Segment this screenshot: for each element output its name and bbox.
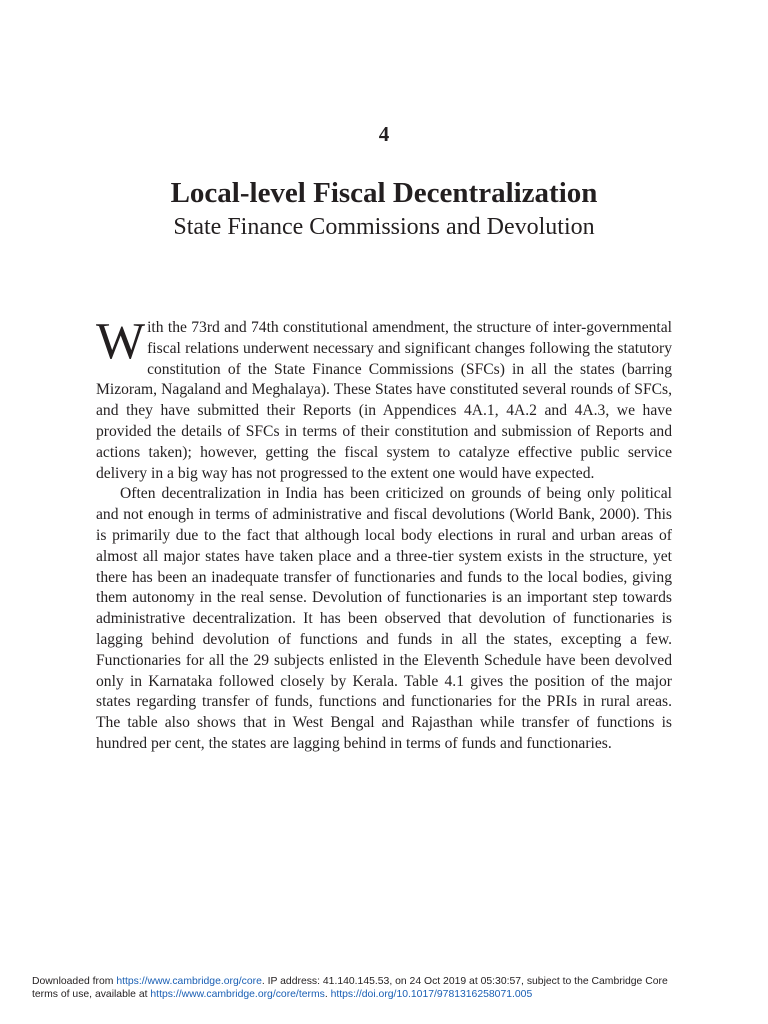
drop-cap: W: [96, 313, 146, 370]
footer-separator: .: [324, 989, 331, 1000]
chapter-subtitle: State Finance Commissions and Devolution: [173, 214, 595, 240]
paragraph-1-text: ith the 73rd and 74th constitutional amendment, the structure of inter-governmental fiscal relations underwent necessary and significant changes following the statutory constitution of the State Finance Commissions (SFCs) in all the states (barring Mizoram, Nagaland and Meghalaya). These States have constituted several rounds of SFCs, and they have submitted their Reports (in Appendices 4A.1, 4A.2 and 4A.3, we have provided the details of SFCs in terms of their constitution and submission of Reports and actions taken); however, getting the fiscal system to catalyze effective public service delivery in a big way has not progressed to the extent one would have expected.: [96, 319, 672, 482]
doi-link[interactable]: https://doi.org/10.1017/9781316258071.005: [330, 989, 533, 1000]
download-footer: [32, 975, 752, 1001]
footer-ip-text: . IP address: 41.140.145.53, on 24 Oct 2019 at 05:30:57, subject to the Cambridge Core: [261, 976, 668, 987]
chapter-title: Local-level Fiscal Decentralization: [170, 177, 598, 209]
cambridge-core-link[interactable]: https://www.cambridge.org/core: [116, 976, 262, 987]
terms-link[interactable]: https://www.cambridge.org/core/terms: [150, 989, 325, 1000]
chapter-number: 4: [378, 122, 390, 146]
paragraph-1: [96, 313, 672, 484]
footer-downloaded-label: Downloaded from: [32, 976, 117, 987]
footer-terms-label: terms of use, available at: [32, 989, 151, 1000]
paragraph-2: Often decentralization in India has been criticized on grounds of being only political and not enough in terms of administrative and fiscal devolutions (World Bank, 2000). This is primarily due to the fact that although local body elections in rural and urban areas of almost all major states have taken place and a three-tier system exists in the structure, yet there has been an inadequate transfer of functionaries and funds to the local bodies, giving them autonomy in the real sense. Devolution of functionaries is an important step towards administrative decentralization. It has been observed that devolution of functionaries is lagging behind devolution of functions and funds in all the states, excepting a few. Functionaries for all the 29 subjects enlisted in the Eleventh Schedule have been devolved only in Karnataka followed closely by Kerala. Table 4.1 gives the position of the major states regarding transfer of funds, functions and functionaries for the PRIs in rural areas. The table also shows that in West Bengal and Rajasthan while transfer of functions is hundred per cent, the states are lagging behind in terms of funds and functionaries.: [96, 485, 672, 752]
chapter-body: [96, 313, 672, 755]
